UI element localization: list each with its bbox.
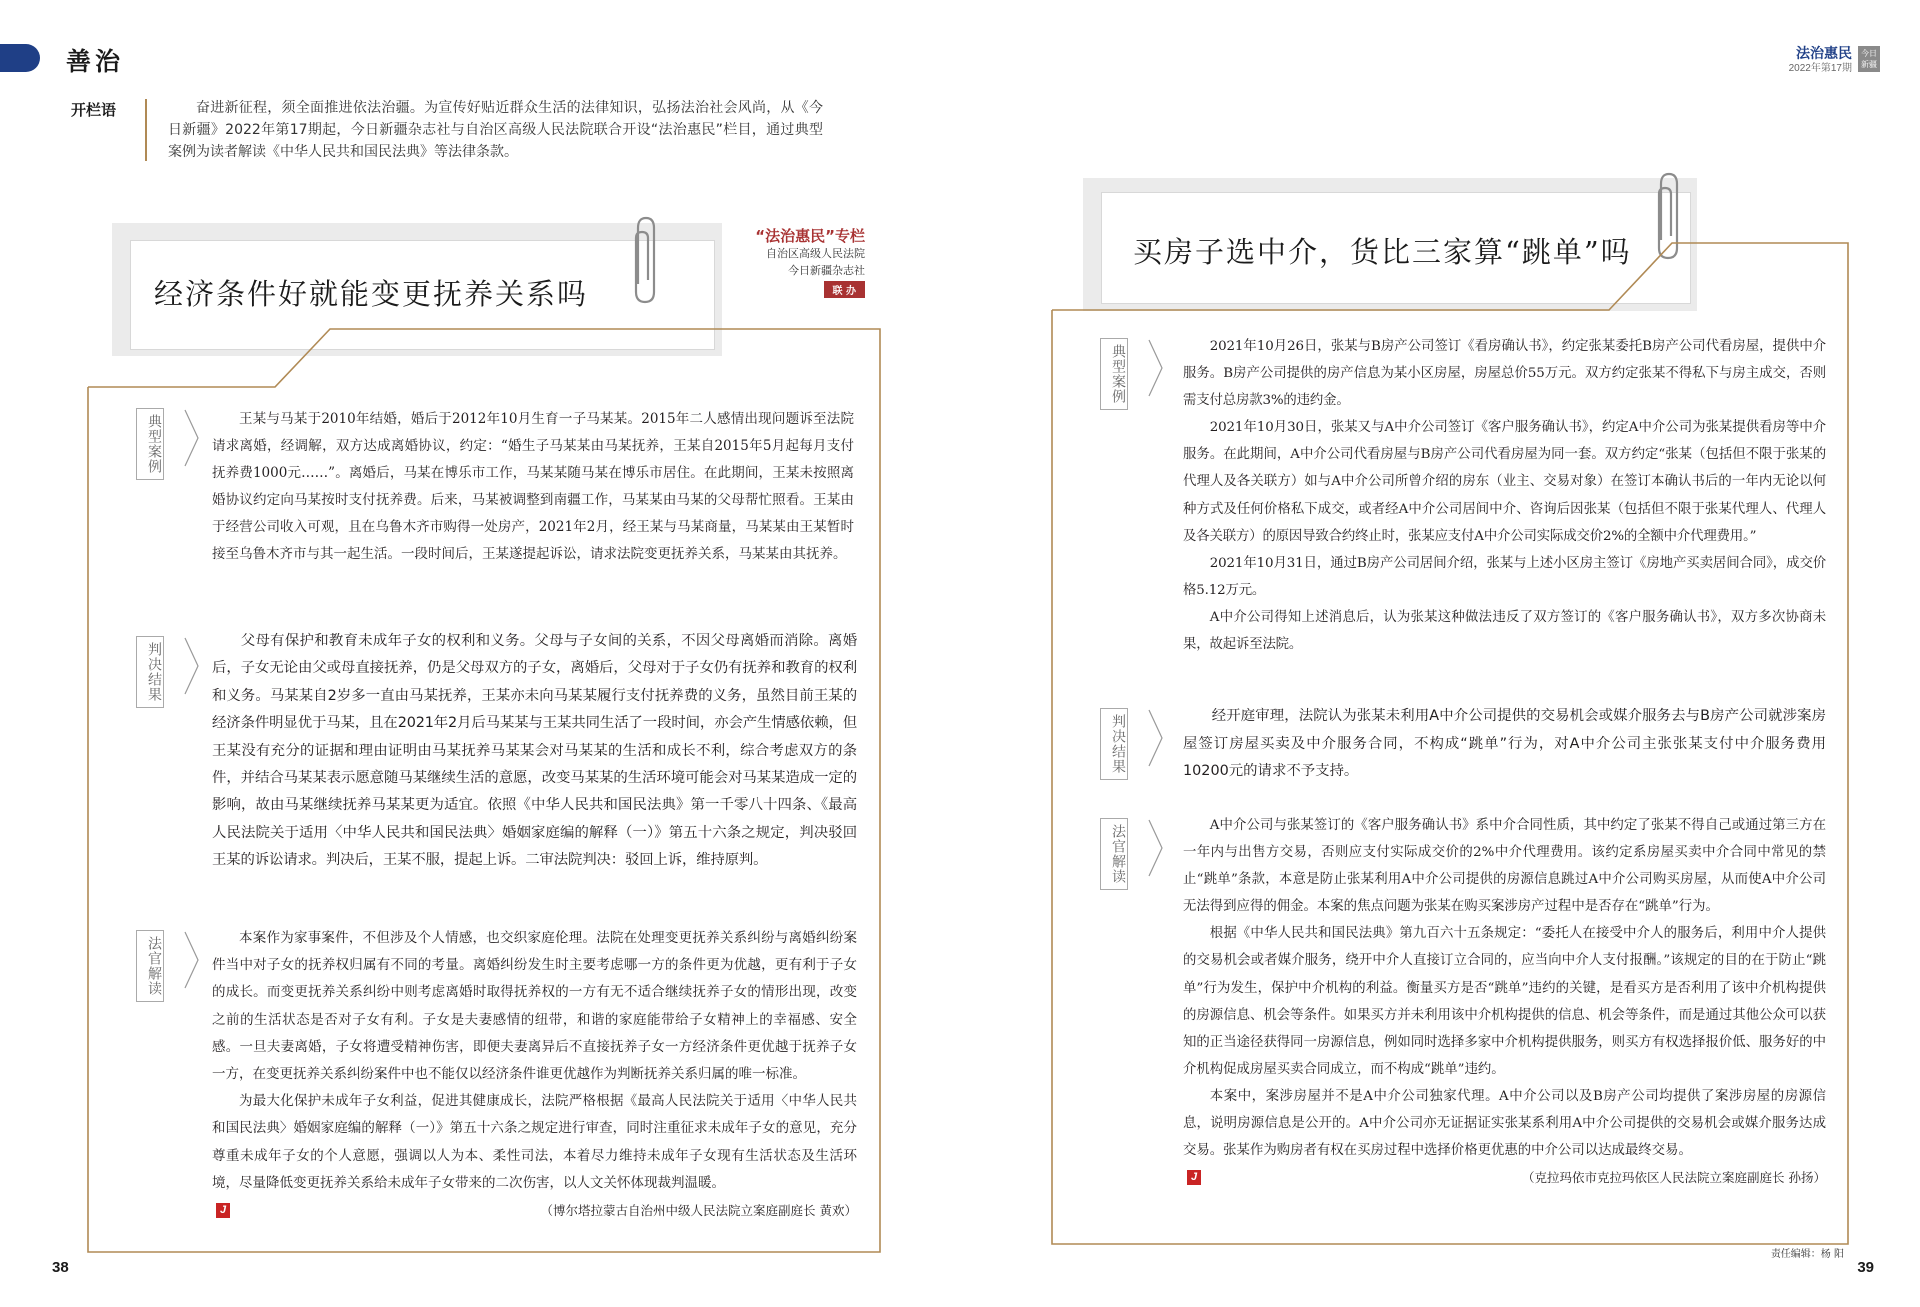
- section-label-case: 典型案例: [1100, 338, 1128, 410]
- column-badge-sponsor-2: 今日新疆杂志社: [788, 264, 865, 277]
- section-title: 善治: [66, 47, 125, 76]
- left-judge-paragraph-1: 本案作为家事案件，不但涉及个人情感，也交织家庭伦理。法院在处理变更抚养关系纠纷与离婚纠纷案件当中对子女的抚养权归属有不同的考量。离婚纠纷发生时主要考虑哪一方的条件更为优越，更有利于子女的成长。而变更抚养关系纠纷中则考虑离婚时取得抚养权的一方有无不适合继续抚养子女的情形出现，改变之前的生活状态是否对子女有利。子女是夫妻感情的纽带，和谐的家庭能带给子女精神上的幸福感、安全感。一旦夫妻离婚，子女将遭受精神伤害，即便夫妻离异后不直接抚养子女一方经济条件更优越于抚养子女一方，在变更抚养关系纠纷案件中也不能仅以经济条件谁更优越作为判断抚养关系归属的唯一标准。: [212, 930, 857, 1083]
- running-header: [1789, 46, 1880, 75]
- chevron-right-icon: [1147, 338, 1165, 398]
- paperclip-icon: [628, 214, 664, 306]
- right-page-number: 39: [1857, 1259, 1874, 1276]
- running-title: 法治惠民: [1796, 46, 1852, 62]
- right-verdict-paragraph: 经开庭审理，法院认为张某未利用A中介公司提供的交易机会或媒介服务去与B房产公司就涉案房屋签订房屋买卖及中介服务合同，不构成“跳单”行为，对A中介公司主张张某支付中介服务费用10200元的请求不予支持。: [1183, 708, 1826, 779]
- right-case-paragraph-1: 2021年10月26日，张某与B房产公司签订《看房确认书》，约定张某委托B房产公司代看房屋，提供中介服务。B房产公司提供的房产信息为某小区房屋，房屋总价55万元。双方约定张某不得私下与房主成交，否则需支付总房款3%的违约金。: [1183, 339, 1826, 409]
- right-judge-paragraph-3: 本案中，案涉房屋并不是A中介公司独家代理。A中介公司以及B房产公司均提供了案涉房屋的房源信息，说明房源信息是公开的。A中介公司亦无证据证实张某系利用A中介公司提供的交易机会或媒介服务达成交易。张某作为购房者有权在买房过程中选择价格更优惠的中介公司以达成最终交易。: [1183, 1088, 1826, 1159]
- column-badge-tag: 联 办: [824, 281, 865, 298]
- chevron-right-icon: [183, 930, 201, 990]
- section-tab-marker: [0, 44, 40, 72]
- right-judge-paragraph-1: A中介公司与张某签订的《客户服务确认书》系中介合同性质，其中约定了张某不得自己或通过第三方在一年内与出售方交易，否则应支付实际成交价的2%中介代理费用。该约定系房屋买卖中介合同中常见的禁止“跳单”条款，本意是防止张某利用A中介公司提供的房源信息跳过A中介公司购买房屋，从而使A中介公司无法得到应得的佣金。本案的焦点问题为张某在购买案涉房产过程中是否存在“跳单”行为。: [1183, 818, 1826, 915]
- left-verdict-text: [212, 628, 857, 875]
- editor-credit: 责任编辑：杨 阳: [1770, 1249, 1844, 1260]
- end-mark-icon: J: [1187, 1170, 1201, 1185]
- intro-divider: [145, 99, 147, 161]
- right-signature-row: [1183, 1164, 1826, 1191]
- left-article-title: 经济条件好就能变更抚养关系吗: [154, 277, 589, 311]
- issue-number: 2022年第17期: [1788, 63, 1852, 74]
- intro-label: 开栏语: [71, 101, 117, 119]
- right-judge-text: [1183, 812, 1826, 1191]
- left-judge-text: [212, 925, 857, 1224]
- section-label-verdict: 判决结果: [136, 636, 164, 708]
- chevron-right-icon: [183, 636, 201, 696]
- section-label-verdict: 判决结果: [1100, 708, 1128, 780]
- left-verdict-paragraph: 父母有保护和教育未成年子女的权利和义务。父母与子女间的关系，不因父母离婚而消除。离婚后，子女无论由父或母直接抚养，仍是父母双方的子女，离婚后，父母对于子女仍有抚养和教育的权利和义务。马某某自2岁多一直由马某抚养，王某亦未向马某某履行支付抚养费的义务，虽然目前王某的经济条件明显优于马某，且在2021年2月后马某某与王某共同生活了一段时间，亦会产生情感依赖，但王某没有充分的证据和理由证明由马某抚养马某某会对马某某的生活和成长不利，综合考虑双方的条件，并结合马某某表示愿意随马某继续生活的意愿，改变马某某的生活环境可能会对马某某造成一定的影响，故由马某继续抚养马某某更为适宜。依照《中华人民共和国民法典》第一千零八十四条、《最高人民法院关于适用〈中华人民共和国民法典〉婚姻家庭编的解释（一）》第五十六条之规定，判决驳回王某的诉讼请求。判决后，王某不服，提起上诉。二审法院判决：驳回上诉，维持原判。: [212, 633, 857, 869]
- left-signature-row: [212, 1197, 857, 1224]
- section-label-judge: 法官解读: [136, 930, 164, 1002]
- right-verdict-text: [1183, 703, 1826, 786]
- end-mark-icon: J: [216, 1203, 230, 1218]
- column-badge-sponsor-1: 自治区高级人民法院: [766, 247, 865, 260]
- right-case-paragraph-4: A中介公司得知上述消息后，认为张某这种做法违反了双方签订的《客户服务确认书》，双方多次协商未果，故起诉至法院。: [1183, 609, 1826, 653]
- column-badge: [725, 227, 865, 298]
- magazine-logo: 今日新疆: [1858, 46, 1880, 72]
- intro-text: 奋进新征程，须全面推进依法治疆。为宣传好贴近群众生活的法律知识，弘扬法治社会风尚，从《今日新疆》2022年第17期起，今日新疆杂志社与自治区高级人民法院联合开设“法治惠民”栏目，通过典型案例为读者解读《中华人民共和国民法典》等法律条款。: [168, 100, 823, 160]
- right-article-title: 买房子选中介，货比三家算“跳单”吗: [1133, 235, 1632, 269]
- right-signature: （克拉玛依市克拉玛依区人民法院立案庭副庭长 孙扬）: [1522, 1170, 1826, 1186]
- left-judge-paragraph-2: 为最大化保护未成年子女利益，促进其健康成长，法院严格根据《最高人民法院关于适用〈中华人民共和国民法典〉婚姻家庭编的解释（一）》第五十六条之规定进行审查，同时注重征求未成年子女的意见，充分尊重未成年子女的个人意愿，强调以人为本、柔性司法，本着尽力维持未成年子女现有生活状态及生活环境，尽量降低变更抚养关系给未成年子女带来的二次伤害，以人文关怀体现裁判温暖。: [212, 1093, 857, 1191]
- right-case-paragraph-2: 2021年10月30日，张某又与A中介公司签订《客户服务确认书》，约定A中介公司为张某提供看房等中介服务。在此期间，A中介公司代看房屋与B房产公司代看房屋为同一套。双方约定“张某（包括但不限于张某的代理人及各关联方）如与A中介公司所曾介绍的房东（业主、交易对象）在签订本确认书后的一年内无论以何种方式及任何价格私下成交，或者经A中介公司居间中介、咨询后因张某（包括但不限于张某代理人、代理人及各关联方）的原因导致合约终止时，张某应支付A中介公司实际成交价2%的全额中介代理费用。”: [1183, 420, 1826, 544]
- paperclip-icon: [1651, 170, 1687, 262]
- section-label-judge: 法官解读: [1100, 818, 1128, 890]
- right-judge-paragraph-2: 根据《中华人民共和国民法典》第九百六十五条规定：“委托人在接受中介人的服务后，利用中介人提供的交易机会或者媒介服务，绕开中介人直接订立合同的，应当向中介人支付报酬。”该规定的目的在于防止“跳单”行为发生，保护中介机构的利益。衡量买方是否“跳单”违约的关键，是看买方是否利用了该中介机构提供的房源信息、机会等条件。如果买方并未利用该中介机构提供的信息、机会等条件，而是通过其他公众可以获知的正当途径获得同一房源信息，例如同时选择多家中介机构提供服务，则买方有权选择报价低、服务好的中介机构促成房屋买卖合同成立，而不构成“跳单”违约。: [1183, 926, 1826, 1077]
- right-case-text: [1183, 333, 1826, 658]
- left-signature: （博尔塔拉蒙古自治州中级人民法院立案庭副庭长 黄欢）: [540, 1203, 857, 1219]
- chevron-right-icon: [1147, 708, 1165, 768]
- left-case-paragraph: 王某与马某于2010年结婚，婚后于2012年10月生育一子马某某。2015年二人感情出现问题诉至法院请求离婚，经调解，双方达成离婚协议，约定：“婚生子马某某由马某抚养，王某自2015年5月起每月支付抚养费1000元……”。离婚后，马某在博乐市工作，马某某随马某在博乐市居住。在此期间，王某未按照离婚协议约定向马某按时支付抚养费。后来，马某被调整到南疆工作，马某某由马某的父母帮忙照看。王某由于经营公司收入可观，且在乌鲁木齐市购得一处房产，2021年2月，经王某与马某商量，马某某由王某暂时接至乌鲁木齐市与其一起生活。一段时间后，王某遂提起诉讼，请求法院变更抚养关系，马某某由其抚养。: [212, 411, 854, 562]
- right-case-paragraph-3: 2021年10月31日，通过B房产公司居间介绍，张某与上述小区房主签订《房地产买卖居间合同》，成交价格5.12万元。: [1183, 555, 1826, 598]
- section-label-case: 典型案例: [136, 408, 164, 480]
- left-case-text: [212, 406, 854, 568]
- chevron-right-icon: [1147, 818, 1165, 878]
- column-badge-title: “法治惠民”专栏: [755, 227, 865, 245]
- chevron-right-icon: [183, 408, 201, 468]
- left-page-number: 38: [52, 1259, 69, 1276]
